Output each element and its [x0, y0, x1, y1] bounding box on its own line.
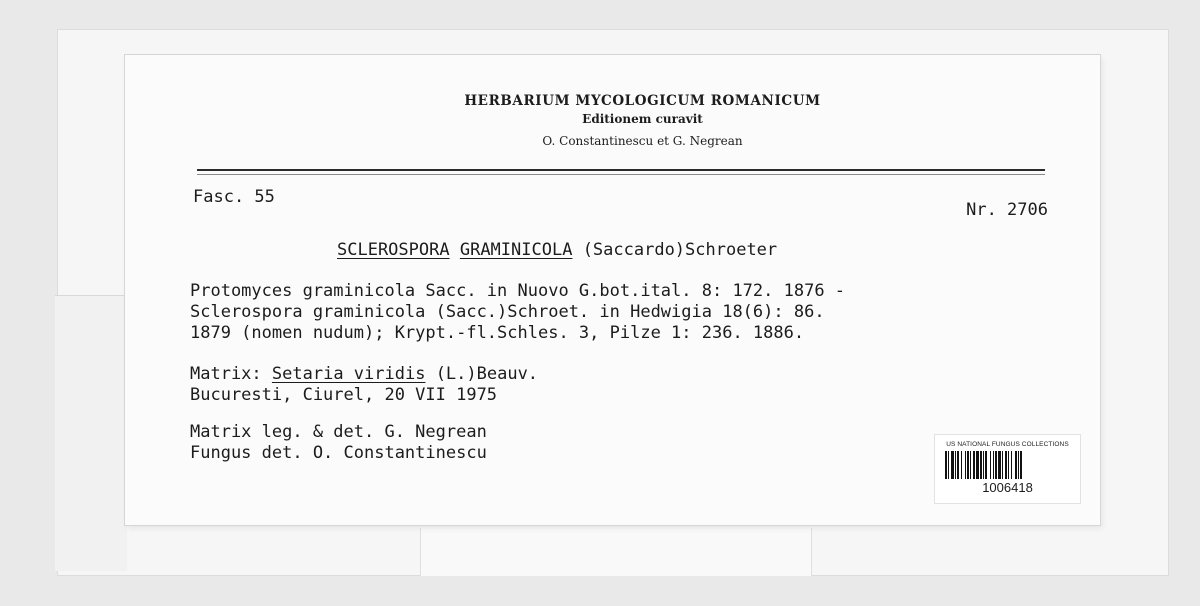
matrix-line	[190, 364, 538, 385]
header-rule	[197, 169, 1045, 171]
locality: Bucuresti, Ciurel, 20 VII 1975	[190, 385, 498, 405]
sheet-fold	[55, 295, 127, 571]
editors: O. Constantinescu et G. Negrean	[542, 134, 743, 148]
fascicle-number: Fasc. 55	[193, 187, 275, 207]
barcode-number: 1006418	[982, 480, 1033, 495]
synonymy-line: Sclerospora graminicola (Sacc.)Schroet. in Hedwigia 18(6): 86.	[190, 302, 825, 322]
host-name: Setaria viridis	[271, 364, 426, 384]
barcode-icon	[945, 451, 1071, 479]
genus-name: SCLEROSPORA	[337, 240, 450, 260]
barcode-institution: US NATIONAL FUNGUS COLLECTIONS	[946, 441, 1069, 448]
editor-note: Editionem curavit	[582, 112, 703, 126]
species-authority: (Saccardo)Schroeter	[582, 240, 778, 260]
header-rule-thin	[197, 174, 1045, 175]
species-name	[337, 240, 777, 260]
species-epithet: GRAMINICOLA	[459, 240, 573, 260]
label-header	[125, 93, 1100, 148]
synonymy-line: 1879 (nomen nudum); Krypt.-fl.Schles. 3, Pilze 1: 236. 1886.	[190, 323, 805, 343]
matrix-label: Matrix:	[190, 364, 262, 384]
specimen-label	[125, 55, 1100, 525]
determiner-line: Fungus det. O. Constantinescu	[190, 443, 487, 463]
synonymy-line: Protomyces graminicola Sacc. in Nuovo G.bot.ital. 8: 172. 1876 -	[190, 281, 846, 301]
collector-block	[190, 422, 487, 464]
host-authority: (L.)Beauv.	[435, 364, 539, 384]
synonymy-block	[190, 281, 845, 344]
sheet-strip	[420, 528, 812, 576]
matrix-block	[190, 364, 538, 406]
specimen-number: Nr. 2706	[966, 200, 1048, 220]
herbarium-title: HERBARIUM MYCOLOGICUM ROMANICUM	[464, 93, 821, 109]
collector-line: Matrix leg. & det. G. Negrean	[190, 422, 487, 442]
barcode-label	[935, 435, 1080, 503]
